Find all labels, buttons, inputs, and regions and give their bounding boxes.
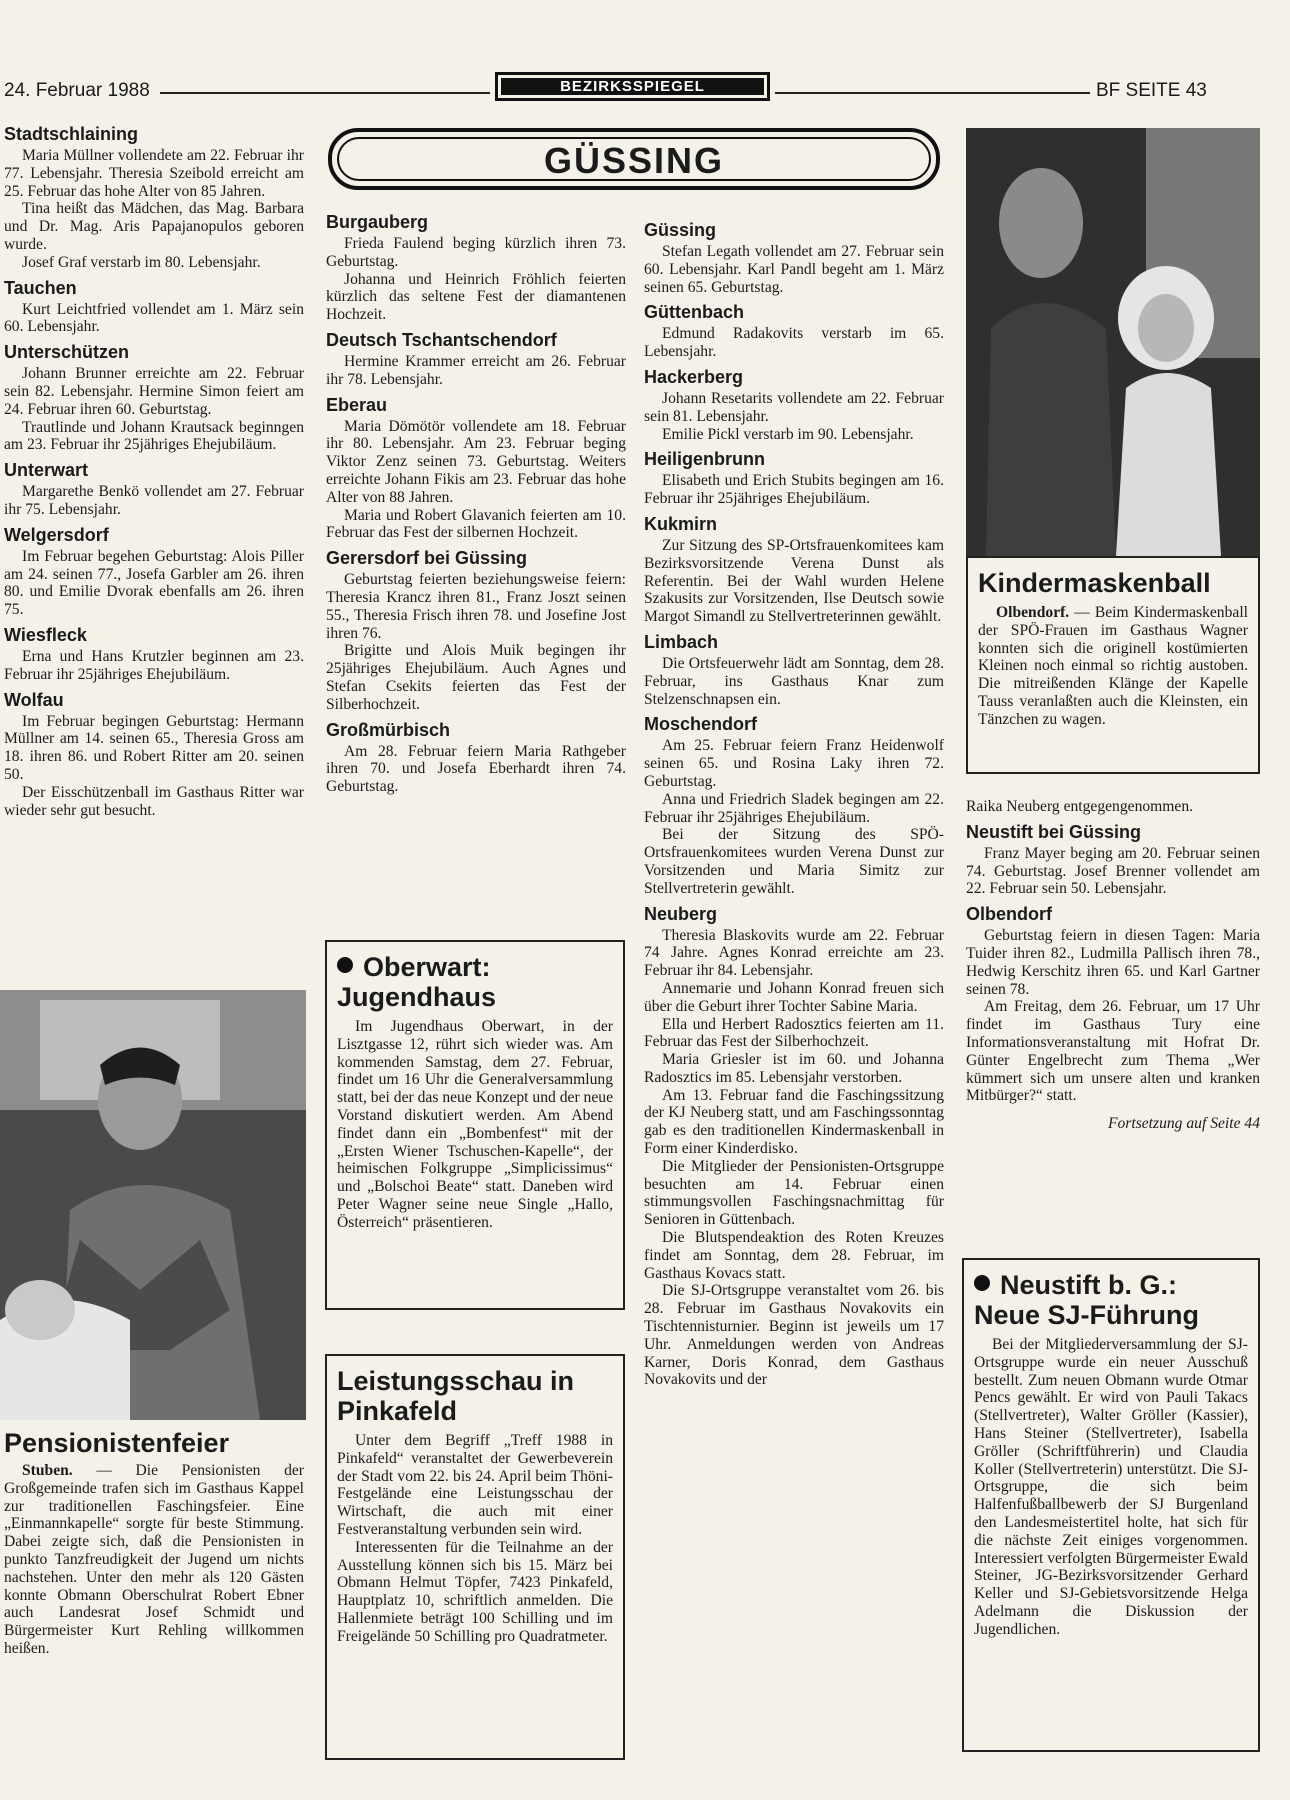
news-item: Die SJ-Ortsgruppe veranstaltet vom 26. bis 28. Februar im Gasthaus Novakovits ein Tischtennisturnier. Beginn ist jeweils um 17 Uhr. Anmeldungen werden von Andreas Karner, Doris Konrad, dem Gasthaus Novakovits und der bbox=[644, 1282, 944, 1389]
place-heading: Güttenbach bbox=[644, 302, 745, 323]
kindermaskenball-lead: Olbendorf. bbox=[996, 604, 1070, 621]
place-heading: Stadtschlaining bbox=[4, 124, 139, 144]
news-item: Zur Sitzung des SP-Ortsfrauenkomitees kam Bezirksvorsitzende Verena Dunst als Referentin. Bei der Wahl wurden Helene Szakusits zur Vorsitzenden, Ilse Deutsch sowie Margot Simandl zu Stellvertreterinnen gewählt. bbox=[644, 536, 944, 626]
news-item: Die Blutspendeaktion des Roten Kreuzes findet am Sonntag, dem 28. Februar, im Gasthaus Kovacs statt. bbox=[644, 1229, 944, 1282]
news-item: Der Eisschützenball im Gasthaus Ritter war wieder sehr gut besucht. bbox=[4, 783, 304, 819]
news-item: Bei der Sitzung des SPÖ-Ortsfrauenkomitees wurden Verena Dunst zur Vorsitzenden und Maria Simitz zur Stellvertreterin gewählt. bbox=[644, 826, 944, 897]
leistungsschau-title: Leistungsschau in Pinkafeld bbox=[337, 1366, 575, 1426]
place-heading: Olbendorf bbox=[966, 904, 1052, 925]
news-item: Erna und Hans Krutzler beginnen am 23. Februar ihr 25jähriges Ehejubiläum. bbox=[4, 647, 304, 683]
news-item: Maria und Robert Glavanich feierten am 10. Februar das Fest der silbernen Hochzeit. bbox=[326, 506, 626, 542]
news-item: Die Mitglieder der Pensionisten-Ortsgruppe besuchten am 14. Februar einen stimmungsvollen Faschingsnachmittag für Senioren in Güttenbach. bbox=[644, 1157, 944, 1229]
news-item: Am Freitag, dem 26. Februar, um 17 Uhr findet im Gasthaus Tury eine Informationsveranstaltung mit Hofrat Dr. Günter Engelbrecht zum Thema „Wer kümmert sich um unsere alten und kranken Mitbürger?“ statt. bbox=[966, 998, 1260, 1105]
place-heading: Eberau bbox=[326, 394, 388, 415]
place-heading: Hackerberg bbox=[644, 366, 744, 387]
bullet-icon bbox=[337, 957, 353, 973]
bullet-icon bbox=[974, 1275, 990, 1291]
header-rule-right bbox=[775, 92, 1090, 94]
news-item: Stefan Legath vollendet am 27. Februar sein 60. Lebensjahr. Karl Pandl begeht am 1. März seinen 65. Geburtstag. bbox=[644, 243, 944, 296]
oberwart-title: Oberwart: Jugendhaus bbox=[337, 952, 497, 1012]
rubric-box bbox=[495, 72, 770, 101]
place-heading: Neuberg bbox=[644, 903, 718, 924]
news-item: Annemarie und Johann Konrad freuen sich über die Geburt ihrer Tochter Sabine Maria. bbox=[644, 979, 944, 1015]
neustift-title: Neustift b. G.: Neue SJ-Führung bbox=[974, 1270, 1200, 1330]
masked-children-photo bbox=[966, 128, 1260, 556]
place-heading: Wiesfleck bbox=[4, 624, 87, 645]
news-item: Im Februar begingen Geburtstag: Hermann Müllner am 14. seinen 65., Theresia Gross am 18. ihren 86. und Robert Ritter am 20. seinen 50. bbox=[4, 712, 304, 783]
column-1 bbox=[4, 118, 304, 819]
oberwart-text: Im Jugendhaus Oberwart, in der Lisztgasse 12, rührt sich wieder was. Am kommenden Samstag, dem 27. Februar, findet um 16 Uhr die Generalversammlung statt, bei der das neue Konzept und der neue Vorstand diskutiert werden. Am Abend findet dann ein „Bombenfest“ mit der „Ersten Wiener Tschuschen-Kapelle“, der heimischen Folkgruppe „Simplicissimus“ und „Bolschoi Beate“ statt. Daneben wird Peter Wagner seine neue Single „Hallo, Österreich“ präsentieren. bbox=[337, 1018, 613, 1231]
news-item: Geburtstag feierten beziehungsweise feiern: Theresia Krancz ihren 81., Franz Joszt seinen 55., Theresia Frisch ihren 78. und Josefine Jost ihren 76. bbox=[326, 571, 626, 642]
header-rule-left bbox=[160, 92, 490, 94]
leistungsschau-paragraph: Unter dem Begriff „Treff 1988 in Pinkafeld“ veranstaltet der Gewerbeverein der Stadt vom 22. bis 24. April beim Thöni-Festgelände eine Leistungsschau der Wirtschaft, die auch mit einer Festveranstaltung verbunden sein wird. bbox=[337, 1432, 613, 1538]
news-item: Maria Griesler ist im 60. und Johanna Radosztics im 85. Lebensjahr verstorben. bbox=[644, 1051, 944, 1086]
news-item: Geburtstag feiern in diesen Tagen: Maria Tuider ihren 82., Ludmilla Pallisch ihren 78., Hedwig Kerschitz ihren 65. und Karl Gartner seinen 78. bbox=[966, 927, 1260, 998]
news-item: Margarethe Benkö vollendet am 27. Februar ihr 75. Lebensjahr. bbox=[4, 483, 304, 518]
place-heading: Burgauberg bbox=[326, 212, 429, 232]
place-heading: Deutsch Tschantschendorf bbox=[326, 329, 557, 350]
column-3 bbox=[644, 214, 944, 1389]
kindermaskenball-title: Kindermaskenball bbox=[978, 568, 1211, 598]
place-heading: Unterschützen bbox=[4, 342, 130, 363]
kindermaskenball-text bbox=[978, 604, 1248, 729]
news-item: Johann Brunner erreichte am 22. Februar sein 82. Lebensjahr. Hermine Simon feiert am 24. Februar ihren 60. Geburtstag. bbox=[4, 365, 304, 418]
news-item: Edmund Radakovits verstarb im 65. Lebensjahr. bbox=[644, 325, 944, 361]
news-item: Im Februar begehen Geburtstag: Alois Piller am 24. seinen 77., Josefa Garbler am 26. ihren 80. und Emilie Dvorak ebenfalls am 26. ihren 75. bbox=[4, 547, 304, 619]
news-item: Johanna und Heinrich Fröhlich feierten kürzlich das seltene Fest der diamantenen Hochzeit. bbox=[326, 270, 626, 324]
place-heading: Welgersdorf bbox=[4, 524, 109, 545]
neustift-text: Bei der Mitgliederversammlung der SJ-Ortsgruppe wurde ein neuer Ausschuß bestellt. Zum neuen Obmann wurde Otmar Pencs gewählt. Er wird von Pauli Takacs (Stellvertreter), Walter Gröller (Kassier), Hans Steiner (Stellvertreter), Isabella Gröller (Schriftführerin) und Claudia Koller (Stellvertreterin) unterstützt. Die SJ-Ortsgruppe, die sich beim Halfenfußballbewerb der SJ Burgenland den Landesmeistertitel holte, hat sich für die nächste Zeit einiges vorgenommen. Interessiert verfolgten Bürgermeister Ewald Steiner, JG-Bezirksvorsitzender Gerhard Keller und SJ-Gebietsvorsitzende Helga Adelmann die Diskussion der Jugendlichen. bbox=[974, 1336, 1248, 1638]
place-heading: Neustift bei Güssing bbox=[966, 821, 1142, 842]
news-item: Elisabeth und Erich Stubits begingen am 16. Februar ihr 25jähriges Ehejubiläum. bbox=[644, 472, 944, 508]
news-item: Die Ortsfeuerwehr lädt am Sonntag, dem 28. Februar, ins Gasthaus Knar zum Stelzenschnapsen ein. bbox=[644, 654, 944, 708]
news-item: Emilie Pickl verstarb im 90. Lebensjahr. bbox=[662, 425, 914, 443]
place-heading: Limbach bbox=[644, 631, 719, 652]
news-item: Franz Mayer beging am 20. Februar seinen 74. Geburtstag. Josef Brenner vollendet am 22. Februar sein 50. Lebensjahr. bbox=[966, 844, 1260, 898]
pensionistenfeier-text bbox=[4, 1462, 304, 1658]
dancing-pensioners-photo bbox=[0, 990, 306, 1420]
section-banner bbox=[328, 128, 940, 190]
news-item: Kurt Leichtfried vollendet am 1. März sein 60. Lebensjahr. bbox=[4, 300, 304, 336]
place-heading: Unterwart bbox=[4, 460, 89, 481]
leistungsschau-paragraph: Interessenten für die Teilnahme an der Ausstellung können sich bis 15. März bei Obmann Helmut Töpfer, 7423 Pinkafeld, Hauptplatz 10, schriftlich anmelden. Die Hallenmiete beträgt 100 Schilling und im Freigelände 50 Schilling pro Quadratmeter. bbox=[337, 1538, 613, 1645]
news-item: Johann Resetarits vollendete am 22. Februar sein 81. Lebensjahr. bbox=[644, 389, 944, 425]
leistungsschau-text bbox=[337, 1432, 613, 1646]
intro-text: Raika Neuberg entgegengenommen. bbox=[966, 798, 1194, 815]
place-heading: Gerersdorf bei Güssing bbox=[326, 548, 528, 569]
photo-kindermaskenball bbox=[966, 128, 1260, 556]
place-heading: Heiligenbrunn bbox=[644, 449, 765, 470]
neustift-box bbox=[962, 1258, 1260, 1752]
place-heading: Güssing bbox=[644, 220, 717, 240]
page-number: BF SEITE 43 bbox=[1096, 80, 1207, 101]
place-heading: Moschendorf bbox=[644, 714, 758, 735]
news-item: Josef Graf verstarb im 80. Lebensjahr. bbox=[22, 253, 261, 271]
news-item: Am 28. Februar feiern Maria Rathgeber ihren 70. und Josefa Eberhardt ihren 74. Geburtstag. bbox=[326, 742, 626, 796]
rubric-label: BEZIRKSSPIEGEL bbox=[501, 78, 764, 95]
column-4 bbox=[966, 798, 1260, 1133]
news-item: Maria Müllner vollendete am 22. Februar ihr 77. Lebensjahr. Theresia Szeibold erreicht am 25. Februar das hohe Alter von 85 Jahren. bbox=[4, 147, 304, 200]
place-heading: Tauchen bbox=[4, 277, 77, 298]
news-item: Tina heißt das Mädchen, das Mag. Barbara und Dr. Mag. Aris Papajanopulos geboren wurde. bbox=[4, 200, 304, 253]
continued-note: Fortsetzung auf Seite 44 bbox=[1107, 1115, 1260, 1133]
news-item: Frieda Faulend beging kürzlich ihren 73. Geburtstag. bbox=[326, 235, 626, 270]
news-item: Am 25. Februar feiern Franz Heidenwolf seinen 65. und Rosina Laky ihren 72. Geburtstag. bbox=[644, 737, 944, 790]
news-item: Theresia Blaskovits wurde am 22. Februar 74 Jahre. Agnes Konrad erreichte am 23. Februar ihr 84. Lebensjahr. bbox=[644, 926, 944, 980]
news-item: Am 13. Februar fand die Faschingssitzung der KJ Neuberg statt, und am Faschingssonntag gab es den traditionellen Kindermaskenball in Form einer Kinderdisko. bbox=[644, 1086, 944, 1158]
banner-title: GÜSSING bbox=[337, 137, 931, 181]
news-item: Trautlinde und Johann Krautsack beginngen am 23. Februar ihr 25jähriges Ehejubiläum. bbox=[4, 418, 304, 454]
news-item: Maria Dömötör vollendete am 18. Februar ihr 80. Lebensjahr. Am 23. Februar beging Viktor Zenz seinen 73. Geburtstag. Weiters erreichte Johann Fikis am 23. Februar das hohe Alter von 88 Jahren. bbox=[326, 417, 626, 506]
pensionistenfeier-body: — Die Pensionisten der Großgemeinde trafen sich im Gasthaus Kappel zur traditionellen Faschingsfeier. Eine „Einmannkapelle“ sorgte für beste Stimmung. Dabei zeigte sich, daß die Pensionisten in punkto Tanzfreudigkeit der Jugend um nichts nachstehen. Unter den mehr als 120 Gästen konnte Obmann Oberschulrat Robert Ebner auch Landesrat Josef Schmidt und Bürgermeister Kurt Rehling willkommen heißen. bbox=[4, 1462, 304, 1657]
issue-date: 24. Februar 1988 bbox=[4, 80, 150, 101]
pensionistenfeier-lead: Stuben. bbox=[22, 1462, 73, 1479]
oberwart-box bbox=[325, 940, 625, 1310]
kindermaskenball-body: — Beim Kindermaskenball der SPÖ-Frauen im Gasthaus Wagner konnten sich die originell kostümierten Kleinen noch einmal so richtig austoben. Die mitreißenden Klänge der Kapelle Tauss veranlaßten auch die Kleinsten, ein Tänzchen zu wagen. bbox=[978, 604, 1248, 728]
place-heading: Kukmirn bbox=[644, 513, 718, 534]
news-item: Anna und Friedrich Sladek begingen am 22. Februar ihr 25jähriges Ehejubiläum. bbox=[644, 790, 944, 826]
column-2 bbox=[326, 206, 626, 796]
kindermaskenball-box bbox=[966, 556, 1260, 774]
place-heading: Großmürbisch bbox=[326, 719, 451, 740]
pensionistenfeier-article bbox=[4, 1428, 304, 1658]
news-item: Brigitte und Alois Muik begingen ihr 25jähriges Ehejubiläum. Auch Agnes und Stefan Csekits feierten das Fest der Silberhochzeit. bbox=[326, 642, 626, 713]
place-heading: Wolfau bbox=[4, 689, 64, 710]
news-item: Hermine Krammer erreicht am 26. Februar ihr 78. Lebensjahr. bbox=[326, 352, 626, 388]
leistungsschau-box bbox=[325, 1354, 625, 1760]
news-item: Ella und Herbert Radosztics feierten am 11. Februar das Fest der Silberhochzeit. bbox=[644, 1015, 944, 1051]
pensionistenfeier-title: Pensionistenfeier bbox=[4, 1428, 230, 1458]
photo-pensionistenfeier bbox=[0, 990, 306, 1420]
